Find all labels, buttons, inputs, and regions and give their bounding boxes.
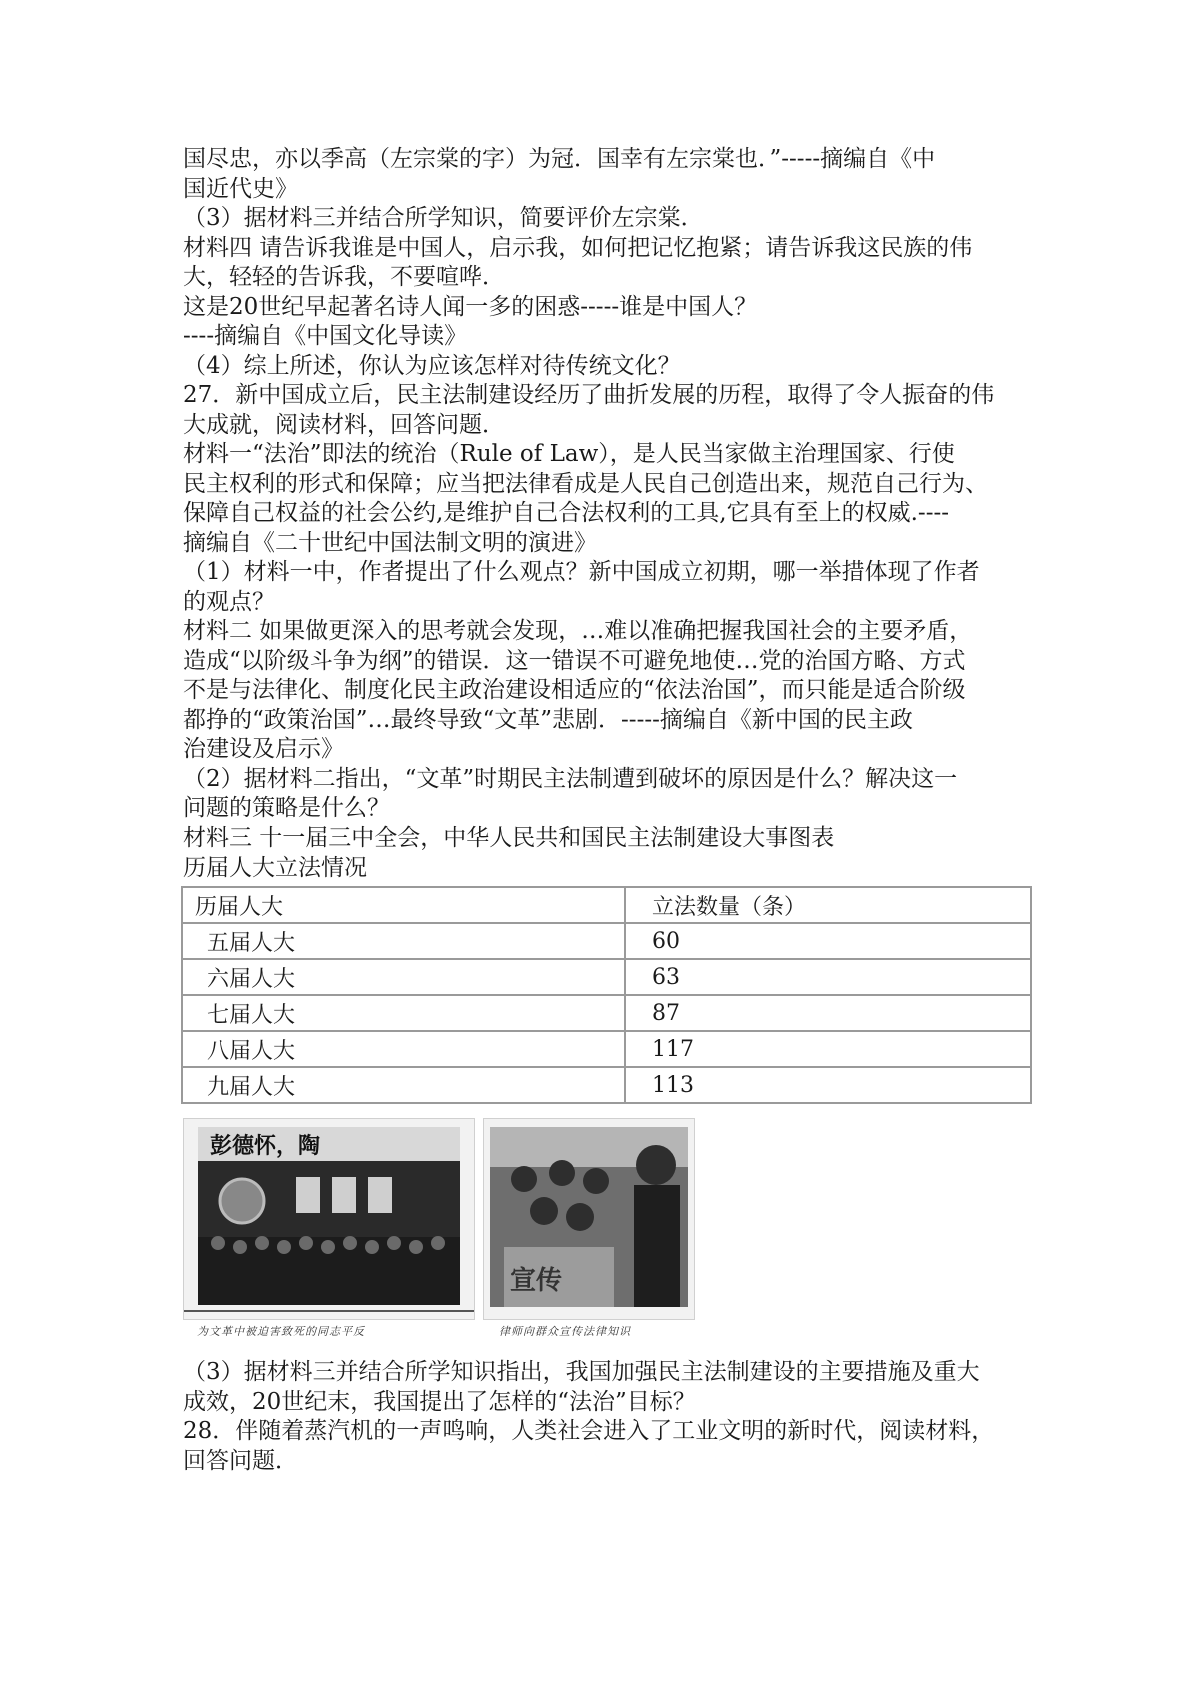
- table-header-cell: 立法数量（条）: [625, 887, 1031, 923]
- text-line: ----摘编自《中国文化导读》: [183, 323, 468, 349]
- table-cell: 113: [625, 1067, 1031, 1103]
- question-27-heading: 27．新中国成立后，民主法制建设经历了曲折发展的历程，取得了令人振奋的伟: [183, 382, 995, 408]
- photo-figures: [183, 1118, 1033, 1348]
- table-header-row: [182, 887, 1031, 923]
- text-line: 摘编自《二十世纪中国法制文明的演进》: [183, 529, 597, 556]
- text-line: 民主权利的形式和保障；应当把法律看成是人民自己创造出来，规范自己行为、: [183, 470, 988, 497]
- text-line: 的观点？: [183, 588, 275, 615]
- text-line: 大成就，阅读材料，回答问题．: [183, 411, 505, 438]
- text-line: 回答问题．: [183, 1447, 298, 1474]
- table-header-cell: 历届人大: [182, 887, 625, 923]
- table-cell: 六届人大: [182, 959, 625, 995]
- table-row: [182, 995, 1031, 1031]
- table-cell: 八届人大: [182, 1031, 625, 1067]
- table-cell: 87: [625, 995, 1031, 1031]
- question-27-1: （1）材料一中，作者提出了什么观点？新中国成立初期，哪一举措体现了作者: [183, 559, 980, 585]
- text-line: 材料四 请告诉我谁是中国人，启示我，如何把记忆抱紧；请告诉我这民族的伟: [183, 234, 973, 261]
- text-block-top: [183, 145, 1033, 853]
- table-cell: 七届人大: [182, 995, 625, 1031]
- text-line: 治建设及启示》: [183, 736, 344, 762]
- text-line: 这是20世纪早起著名诗人闻一多的困惑-----谁是中国人？: [183, 293, 758, 320]
- text-line: 成效，20世纪末，我国提出了怎样的“法治”目标？: [183, 1388, 696, 1415]
- text-line: 大，轻轻的告诉我，不要喧哗．: [183, 264, 505, 290]
- text-line: 国近代史》: [183, 175, 298, 202]
- text-line: 不是与法律化、制度化民主政治建设相适应的“依法治国”，而只能是适合阶级: [183, 677, 966, 703]
- document-page: [183, 145, 1033, 1476]
- text-line: 问题的策略是什么？: [183, 795, 390, 821]
- table-cell: 117: [625, 1031, 1031, 1067]
- legal-education-photo-image: [484, 1119, 694, 1319]
- material-3-heading: 材料三 十一届三中全会，中华人民共和国民主法制建设大事图表: [183, 824, 835, 851]
- table-cell: 五届人大: [182, 923, 625, 959]
- question-28-heading: 28．伴随着蒸汽机的一声鸣响，人类社会进入了工业文明的新时代，阅读材料，: [183, 1418, 995, 1444]
- table-caption: 历届人大立法情况: [183, 855, 367, 881]
- right-photo-caption: 律师向群众宣传法律知识: [499, 1325, 631, 1338]
- svg-text:宣传: 宣传: [510, 1266, 563, 1296]
- left-photo-caption: 为文革中被迫害致死的同志平反: [197, 1325, 365, 1338]
- material-1-text: 材料一“法治”即法的统治（Rule of Law），是人民当家做主治理国家、行使: [183, 441, 955, 467]
- text-line: 国尽忠，亦以季高（左宗棠的字）为冠．国幸有左宗棠也．”-----摘编自《中: [183, 146, 936, 172]
- legal-education-photo: [483, 1118, 695, 1320]
- question-27-2: （2）据材料二指出，“文革”时期民主法制遭到破坏的原因是什么？解决这一: [183, 765, 958, 792]
- rehabilitation-photo-image: [184, 1119, 474, 1319]
- rehabilitation-photo: [183, 1118, 475, 1320]
- text-line: 保障自己权益的社会公约,是维护自己合法权利的工具,它具有至上的权威.----: [183, 500, 950, 526]
- table-row: [182, 923, 1031, 959]
- table-cell: 九届人大: [182, 1067, 625, 1103]
- photo-banner-text: 彭德怀，陶: [210, 1134, 321, 1159]
- question-4-traditional-culture: （4）综上所述，你认为应该怎样对待传统文化？: [183, 352, 681, 379]
- table-cell: 60: [625, 923, 1031, 959]
- text-line: 造成“以阶级斗争为纲”的错误．这一错误不可避免地使…党的治国方略、方式: [183, 647, 966, 674]
- table-row: [182, 1067, 1031, 1103]
- table-row: [182, 959, 1031, 995]
- question-27-3: （3）据材料三并结合所学知识指出，我国加强民主法制建设的主要措施及重大: [183, 1359, 980, 1385]
- legislation-table: [181, 886, 1032, 1104]
- question-3-left-zongtang: （3）据材料三并结合所学知识，简要评价左宗棠．: [183, 205, 704, 231]
- text-block-bottom: [183, 1358, 1033, 1476]
- table-row: [182, 1031, 1031, 1067]
- text-line: 都挣的“政策治国”…最终导致“文革”悲剧．-----摘编自《新中国的民主政: [183, 706, 913, 733]
- material-2-text: 材料二 如果做更深入的思考就会发现，…难以准确把握我国社会的主要矛盾，: [183, 618, 973, 644]
- table-cell: 63: [625, 959, 1031, 995]
